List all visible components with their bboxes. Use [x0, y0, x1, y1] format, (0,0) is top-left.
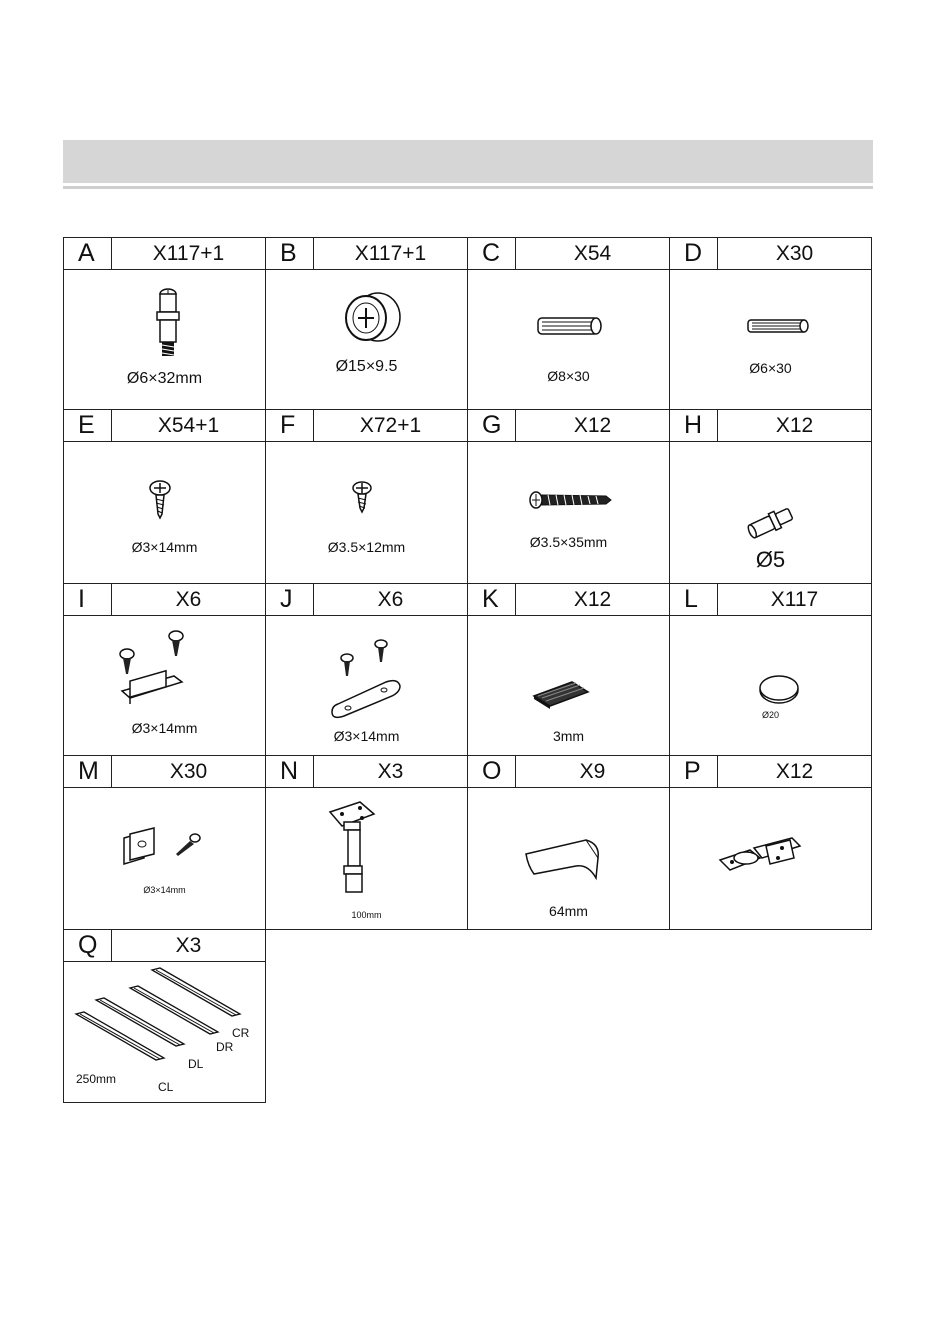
cover-cap-icon — [670, 616, 871, 756]
part-quantity: X117+1 — [152, 242, 225, 265]
part-cell-i — [63, 583, 266, 756]
part-cell-f — [265, 409, 468, 584]
cam-lock-icon — [266, 270, 467, 410]
part-cell-a — [63, 237, 266, 410]
part-cell-q — [63, 929, 266, 1103]
part-letter: L — [670, 584, 718, 615]
part-cell-l — [669, 583, 872, 756]
part-cell-h — [669, 409, 872, 584]
part-quantity: X6 — [175, 588, 202, 611]
long-screw-icon — [468, 442, 669, 582]
part-letter: E — [64, 410, 112, 441]
wooden-dowel-large-icon — [468, 270, 669, 410]
part-letter: C — [468, 238, 516, 269]
part-cell-m — [63, 755, 266, 930]
part-quantity: X117 — [770, 588, 819, 611]
section-header-bar — [63, 140, 873, 183]
part-letter: H — [670, 410, 718, 441]
part-dimension: Ø3×14mm — [131, 720, 198, 736]
part-dimension: 64mm — [549, 903, 588, 919]
part-quantity: X3 — [377, 760, 404, 783]
part-dimension: 3mm — [552, 728, 585, 744]
part-letter: F — [266, 410, 314, 441]
part-cell-g — [467, 409, 670, 584]
part-dimension: Ø3×14mm — [131, 539, 198, 555]
part-letter: B — [266, 238, 314, 269]
slide-label-dr: DR — [216, 1040, 234, 1054]
part-quantity: X30 — [775, 242, 814, 265]
bracket-screw-icon — [64, 788, 265, 928]
part-dimension: Ø3×14mm — [333, 728, 400, 744]
part-cell-k — [467, 583, 670, 756]
part-quantity: X54 — [573, 242, 612, 265]
screw-icon — [266, 442, 467, 582]
wooden-dowel-small-icon — [670, 270, 871, 410]
part-quantity: X12 — [573, 414, 612, 437]
part-quantity: X6 — [377, 588, 404, 611]
part-dimension: Ø20 — [761, 710, 779, 720]
part-letter: P — [670, 756, 718, 787]
part-dimension: Ø6×30 — [749, 360, 792, 376]
screw-icon — [64, 442, 265, 582]
part-quantity: X12 — [775, 760, 814, 783]
part-cell-c — [467, 237, 670, 410]
part-cell-p — [669, 755, 872, 930]
part-letter: D — [670, 238, 718, 269]
adjustable-leg-icon — [266, 788, 467, 928]
slide-label-cl: CL — [158, 1080, 174, 1094]
part-letter: Q — [64, 930, 112, 961]
part-dimension: Ø6×32mm — [126, 370, 203, 387]
part-dimension: 100mm — [351, 910, 382, 920]
part-letter: O — [468, 756, 516, 787]
part-quantity: X54+1 — [157, 414, 220, 437]
part-quantity: X12 — [573, 588, 612, 611]
part-letter: G — [468, 410, 516, 441]
part-dimension: Ø3.5×12mm — [327, 539, 406, 555]
part-quantity: X12 — [775, 414, 814, 437]
part-quantity: X72+1 — [359, 414, 422, 437]
part-dimension: Ø8×30 — [547, 368, 590, 384]
part-letter: A — [64, 238, 112, 269]
part-letter: K — [468, 584, 516, 615]
part-cell-d — [669, 237, 872, 410]
slide-length-label: 250mm — [76, 1072, 117, 1086]
part-cell-e — [63, 409, 266, 584]
part-dimension: Ø3×14mm — [143, 885, 186, 895]
part-cell-n — [265, 755, 468, 930]
cam-bolt-icon — [64, 270, 265, 410]
part-quantity: X9 — [579, 760, 606, 783]
part-dimension: Ø3.5×35mm — [529, 534, 608, 550]
part-letter: I — [64, 584, 112, 615]
part-quantity: X3 — [175, 934, 202, 957]
part-cell-b — [265, 237, 468, 410]
part-letter: J — [266, 584, 314, 615]
slide-label-dl: DL — [188, 1057, 204, 1071]
part-letter: N — [266, 756, 314, 787]
part-quantity: X30 — [169, 760, 208, 783]
hinge-icon — [670, 788, 871, 928]
slide-label-cr: CR — [232, 1026, 250, 1040]
part-cell-o — [467, 755, 670, 930]
part-dimension: Ø5 — [755, 547, 786, 572]
part-letter: M — [64, 756, 112, 787]
part-dimension: Ø15×9.5 — [335, 358, 398, 375]
part-quantity: X117+1 — [354, 242, 427, 265]
part-cell-j — [265, 583, 468, 756]
section-header-rule — [63, 186, 873, 189]
